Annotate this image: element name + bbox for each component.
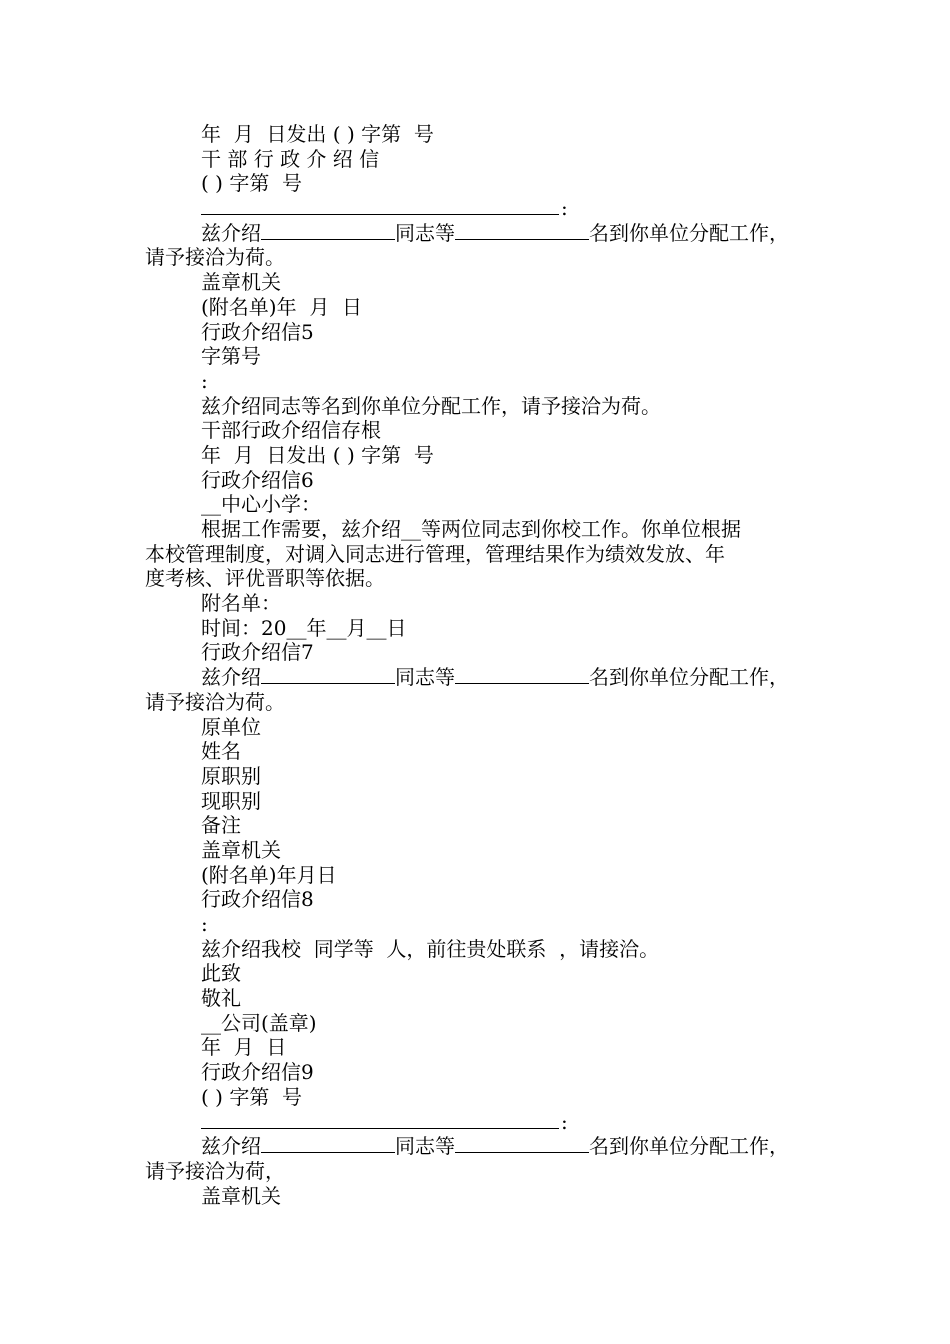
current-position-label: 现职别 — [201, 788, 261, 813]
original-position-label: 原职别 — [201, 763, 261, 788]
recipient-colon-8: : — [201, 912, 208, 936]
cadre-letter-title: 干 部 行 政 介 绍 信 — [201, 146, 380, 171]
request-line-7: 请予接洽为荷。 — [145, 689, 285, 714]
intro-middle-7: 同志等 — [395, 665, 455, 690]
count-blank — [455, 221, 589, 240]
recipient-colon-5: : — [201, 368, 208, 393]
company-seal: __公司(盖章) — [201, 1010, 317, 1035]
section-heading-9: 行政介绍信9 — [201, 1060, 314, 1085]
seal-authority-9: 盖章机关 — [201, 1183, 281, 1208]
body-paragraph-line-1: 根据工作需要，兹介绍__等两位同志到你校工作。你单位根据 — [201, 517, 741, 541]
recipient-colon-9: : — [561, 1109, 568, 1134]
recipient-line-9 — [145, 1110, 825, 1135]
date-line-8: 年 月 日 — [201, 1035, 287, 1060]
section-heading-5: 行政介绍信5 — [201, 319, 314, 344]
body-paragraph-line-3: 度考核、评优晋职等依据。 — [145, 566, 385, 591]
attachment-date-line: (附名单)年 月 日 — [201, 294, 363, 319]
intro-middle: 同志等 — [395, 220, 455, 245]
introduction-line-5: 兹介绍同志等名到你单位分配工作，请予接洽为荷。 — [201, 393, 661, 418]
section-heading-7: 行政介绍信7 — [201, 640, 314, 665]
serial-number-line: ( ) 字第 号 — [201, 171, 303, 196]
count-blank-7 — [455, 665, 589, 684]
stub-title: 干部行政介绍信存根 — [201, 418, 381, 443]
intro-suffix: 名到你单位分配工作， — [589, 220, 789, 245]
section-heading-6: 行政介绍信6 — [201, 467, 314, 492]
original-unit-label: 原单位 — [201, 714, 261, 739]
closing-salutation: 此致 — [201, 961, 241, 986]
attachment-date-line-7: (附名单)年月日 — [201, 862, 337, 887]
recipient-school: __中心小学： — [201, 492, 321, 517]
recipient-line — [145, 196, 825, 221]
intro-prefix-9: 兹介绍 — [201, 1134, 261, 1159]
section-heading-8: 行政介绍信8 — [201, 887, 314, 912]
request-line: 请予接洽为荷。 — [145, 245, 285, 270]
intro-middle-9: 同志等 — [395, 1134, 455, 1159]
document-body — [145, 122, 825, 1208]
body-paragraph-line-2: 本校管理制度，对调入同志进行管理，管理结果作为绩效发放、年 — [145, 541, 725, 566]
introduction-line — [145, 221, 825, 246]
introduction-line-9 — [145, 1134, 825, 1159]
closing-regards: 敬礼 — [201, 986, 241, 1011]
count-blank-9 — [455, 1134, 589, 1153]
serial-line-9: ( ) 字第 号 — [201, 1084, 303, 1109]
request-line-9: 请予接洽为荷， — [145, 1158, 285, 1183]
serial-line-5: 字第号 — [201, 344, 261, 369]
intro-prefix: 兹介绍 — [201, 220, 261, 245]
seal-authority-7: 盖章机关 — [201, 837, 281, 862]
name-blank — [261, 221, 395, 240]
intro-suffix-7: 名到你单位分配工作， — [589, 665, 789, 690]
intro-suffix-9: 名到你单位分配工作， — [589, 1134, 789, 1159]
stub-issue-date-line: 年 月 日发出 ( ) 字第 号 — [201, 442, 434, 467]
remarks-label: 备注 — [201, 813, 241, 838]
name-label: 姓名 — [201, 739, 241, 764]
name-blank-9 — [261, 1134, 395, 1153]
intro-prefix-7: 兹介绍 — [201, 665, 261, 690]
seal-authority: 盖章机关 — [201, 270, 281, 295]
attachment-list-label: 附名单： — [201, 591, 281, 616]
time-line: 时间：20__年__月__日 — [201, 615, 407, 640]
introduction-line-8: 兹介绍我校 同学等 人，前往贵处联系 ，请接洽。 — [201, 936, 660, 961]
introduction-line-7 — [145, 665, 825, 690]
name-blank-7 — [261, 665, 395, 684]
recipient-blank — [201, 196, 559, 215]
issue-date-line: 年 月 日发出 ( ) 字第 号 — [201, 122, 434, 146]
recipient-colon: : — [561, 196, 568, 221]
recipient-blank-9 — [201, 1110, 559, 1129]
